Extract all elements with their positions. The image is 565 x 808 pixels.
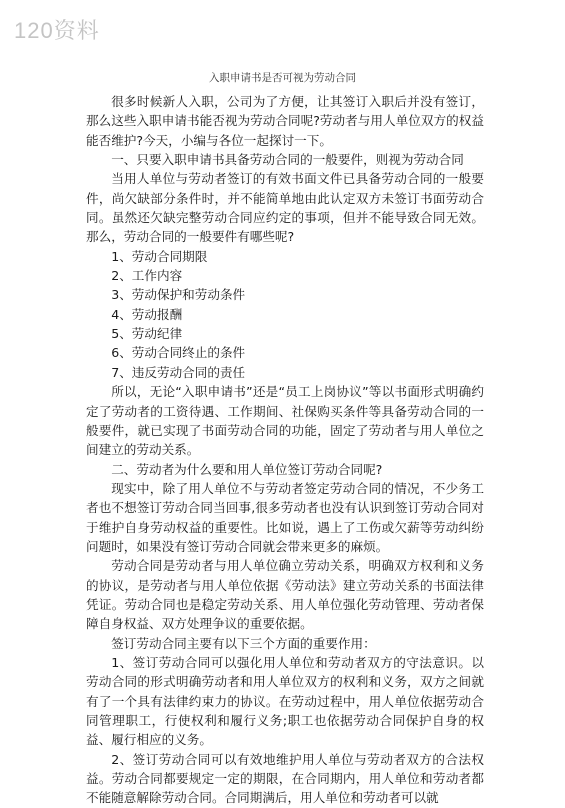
list-item: 1、劳动合同期限 xyxy=(111,248,208,264)
paragraph: 现实中，除了用人单位不与劳动者签定劳动合同的情况，不少务工者也不想签订劳动合同当回事,很多劳动者也没有认识到签订劳动合同对于维护自身劳动权益的重要性。比如说，遇上了工伤或欠薪等劳动纠纷问题时，如果没有签订劳动合同就会带来更多的麻烦。 xyxy=(86,480,484,554)
paragraph: 很多时候新人入职，公司为了方便，让其签订入职后并没有签订，那么这些入职申请书能否视为劳动合同呢?劳动者与用人单位双方的权益能否维护?今天，小编与各位一起探讨一下。 xyxy=(86,94,484,148)
list-item: 7、违反劳动合同的责任 xyxy=(111,364,246,380)
list-item: 5、劳动纪律 xyxy=(111,326,183,342)
paragraph: 签订劳动合同主要有以下三个方面的重要作用： xyxy=(111,635,376,651)
list-item: 3、劳动保护和劳动条件 xyxy=(111,287,246,303)
paragraph: 劳动合同是劳动者与用人单位确立劳动关系，明确双方权利和义务的协议，是劳动者与用人单位依据《劳动法》建立劳动关系的书面法律凭证。劳动合同也是稳定劳动关系、用人单位强化劳动管理、劳动者保障自身权益、双方处理争议的重要依据。 xyxy=(86,558,484,632)
list-item: 2、工作内容 xyxy=(111,268,183,284)
paragraph: 1、签订劳动合同可以强化用人单位和劳动者双方的守法意识。以劳动合同的形式明确劳动者和用人单位双方的权利和义务，双方之间就有了一个具有法律约束力的协议。在劳动过程中，用人单位依据劳动合同管理职工，行使权利和履行义务;职工也依据劳动合同保护自身的权益、履行相应的义务。 xyxy=(86,654,484,748)
paragraph: 当用人单位与劳动者签订的有效书面文件已具备劳动合同的一般要件，尚欠缺部分条件时，并不能简单地由此认定双方未签订书面劳动合同。虽然还欠缺完整劳动合同应约定的事项，但并不能导致合同无效。那么，劳动合同的一般要件有哪些呢? xyxy=(86,171,484,245)
paragraph: 所以，无论“入职申请书”还是“员工上岗协议”等以书面形式明确约定了劳动者的工资待遇、工作期间、社保购买条件等具备劳动合同的一般要件，就已实现了书面劳动合同的功能，固定了劳动者与用人单位之间建立的劳动关系。 xyxy=(86,384,484,458)
section-heading-2: 二、劳动者为什么要和用人单位签订劳动合同呢? xyxy=(111,461,383,477)
document-body xyxy=(86,92,484,808)
list-item: 4、劳动报酬 xyxy=(111,306,183,322)
paragraph: 2、签订劳动合同可以有效地维护用人单位与劳动者双方的合法权益。劳动合同都要规定一定的期限，在合同期内，用人单位和劳动者都不能随意解除劳动合同。合同期满后，用人单位和劳动者可以就 xyxy=(86,751,484,806)
document-title: 入职申请书是否可视为劳动合同 xyxy=(209,72,356,84)
section-heading-1: 一、只要入职申请书具备劳动合同的一般要件，则视为劳动合同 xyxy=(111,152,464,168)
list-item: 6、劳动合同终止的条件 xyxy=(111,345,246,361)
watermark: 120资料 xyxy=(14,18,100,43)
